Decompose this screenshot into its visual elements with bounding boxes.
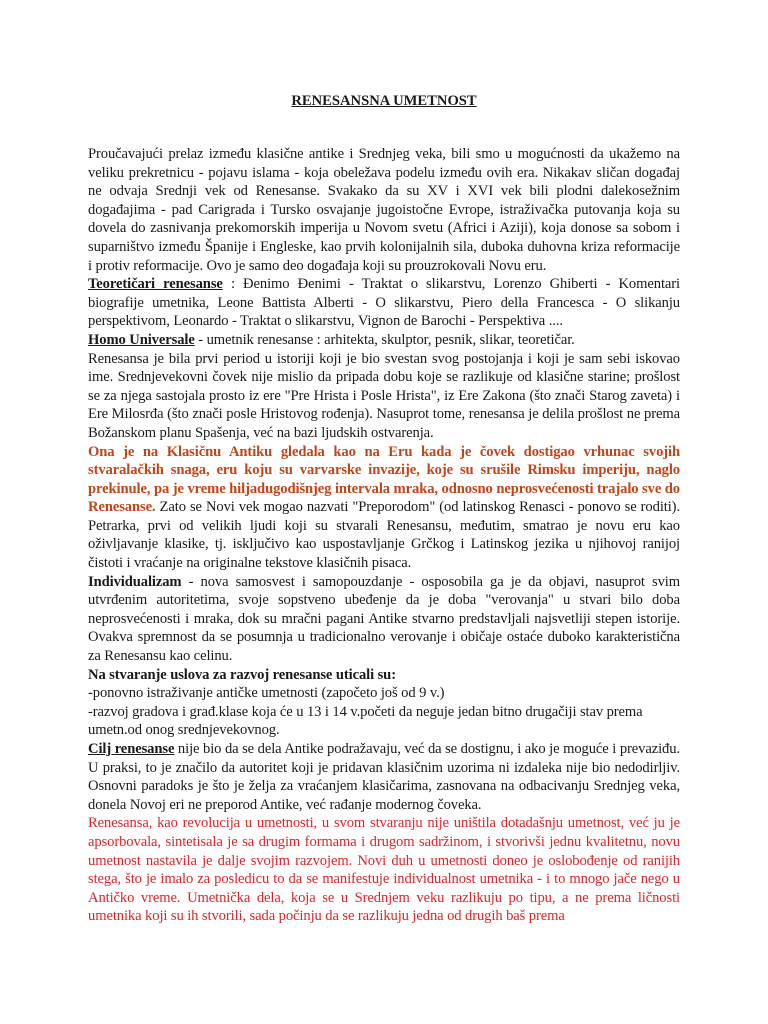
highlighted-text: Ona je na Klasičnu Antiku gledala kao na Eru kada je čovek dostigao vrhunac svojih stvaralačkih snaga, eru koju su varvarske invazije, koje su srušile Rimsku imperiju, naglo prekinule, pa je vreme hiljadugodišnjeg intervala mraka, odnosno neprosvećenosti trajalo sve do Renesanse. (88, 443, 680, 516)
theorists-text: : Đenimo Đenimi - Traktat o slikarstvu, Lorenzo Ghiberti - Komentari biografije umetnika, Leone Battista Alberti - O slikarstvu, Piero della Francesca - O slikanju perspektivom, Leonardo - Traktat o slikarstvu, Vignon de Barochi - Perspektiva .... (88, 276, 680, 330)
conditions-item-2: -razvoj gradova i građ.klase koja će u 13 i 14 v.početi da neguje jedan bitno drugačiji stav prema umetn.od onog srednjevekovnog. (88, 703, 643, 739)
individualism-text: - nova samosvest i samopouzdanje - osposobila ga je da objavi, nasuprot svim utvrđenim autoritetima, svoje sopstveno ubeđenje da je doba "verovanja" u stvari bilo doba neprosvećenosti i mraka, dok su mračni pagani Antike stvarno predstavljali najsvetliji stepen istorije. Ovakva spremnost da se posumnja u tradicionalno verovanje i običaje ostaće duboko karakteristična za Renesansu kao celinu. (88, 573, 680, 665)
homo-universale-text: - umetnik renesanse : arhitekta, skulptor, pesnik, slikar, teoretičar. (194, 331, 575, 348)
intro-paragraph: Proučavajući prelaz između klasične antike i Srednjeg veka, bili smo u mogućnosti da ukažemo na veliku prekretnicu - pojavu islama - koja obeležava podelu između ovih era. Nikakav sličan događaj ne odvaja Srednji vek od Renesanse. Svakako da su XV i XVI vek bili plodni dalekosežnim događajima - pad Carigrada i Tursko osvajanje jugoistočne Evrope, istraživačka putovanja koja su dovela do zasnivanja prekomorskih imperija u Novom svetu (Africi i Aziji), koja donose sa sobom i suparništvo između Španije i Engleske, kao prvih kolonijalnih sila, duboka duhovna kriza reformacije i protiv reformacije. Ovo je samo deo događaja koji su prouzrokovali Novu eru. (88, 146, 680, 274)
conditions-heading: Na stvaranje uslova za razvoj renesanse uticali su: (88, 666, 396, 683)
document-body (88, 145, 680, 926)
conditions-item-1: -ponovno istraživanje antičke umetnosti (započeto još od 9 v.) (88, 685, 445, 702)
homo-universale-paragraph (88, 331, 680, 350)
goal-label: Cilj renesanse (88, 741, 175, 757)
theorists-label: Teoretičari renesanse (88, 276, 223, 293)
theorists-paragraph (88, 275, 680, 331)
revolution-paragraph: Renesansa, kao revolucija u umetnosti, u svom stvaranju nije uništila dotadašnju umetnost, već ju je apsorbovala, sintetisala je sa drugim formama i drugom sadržinom, i stvorivši jednu kvalitetnu, novu umetnost nastavila je dalje svojim razvojem. Novi duh u umetnosti doneo je oslobođenje od ranijih stega, što je imalo za posledicu to da se manifestuje individualnost umetnika - i to mnogo jače nego u Antičko vreme. Umetnička dela, koja se u Srednjem veku razlikuju po tipu, a ne prema ličnosti umetnika koji su ih stvorili, sada počinju da se razlikuju jedna od drugih baš prema (88, 815, 680, 925)
page-title: RENESANSNA UMETNOST (291, 93, 477, 109)
homo-universale-label: Homo Universale (88, 331, 195, 348)
goal-paragraph (88, 740, 680, 814)
classical-antiquity-paragraph (88, 443, 680, 573)
individualism-paragraph (88, 573, 680, 666)
individualism-label: Individualizam (88, 573, 182, 590)
rebirth-text: Zato se Novi vek mogao nazvati "Preporodom" (od latinskog Renasci - ponovo se roditi). Petrarka, prvi od velikih ljudi koji su stvarali Renesansu, međutim, smatrao je novu eru kao oživljavanje klasike, tj. isključivo kao uspostavljanje Grčkog i Latinskog jezika u njihovoj ranijoj čistoti i vraćanje na originalne tekstove klasičnih pisaca. (88, 499, 680, 572)
goal-text: nije bio da se dela Antike podražavaju, već da se dostignu, i ako je moguće i prevaziđu. U praksi, to je značilo da autoritet koji je pridavan klasičnim uzorima ni izdaleka nije bio nedodirljiv. Osnovni paradoks je što je želja za vraćanjem klasičarima, zasnovana na odbacivanju Srednjeg veka, donela Novoj eri ne preporod Antike, već rađanje modernog čoveka. (88, 741, 680, 813)
self-awareness-paragraph: Renesansa je bila prvi period u istoriji koji je bio svestan svog postojanja i koji je sam sebi iskovao ime. Srednjevekovni čovek nije mislio da pripada dobu koje se razlikuje od klasične starine; prošlost se za njega sastojala prosto iz ere "Pre Hrista i Posle Hrista", iz Ere Zakona (što znači Starog zaveta) i Ere Milosrđa (što znači posle Hristovog rođenja). Nasuprot tome, renesansa je delila prošlost ne prema Božanskom planu Spašenja, već na bazi ljudskih ostvarenja. (88, 350, 680, 441)
